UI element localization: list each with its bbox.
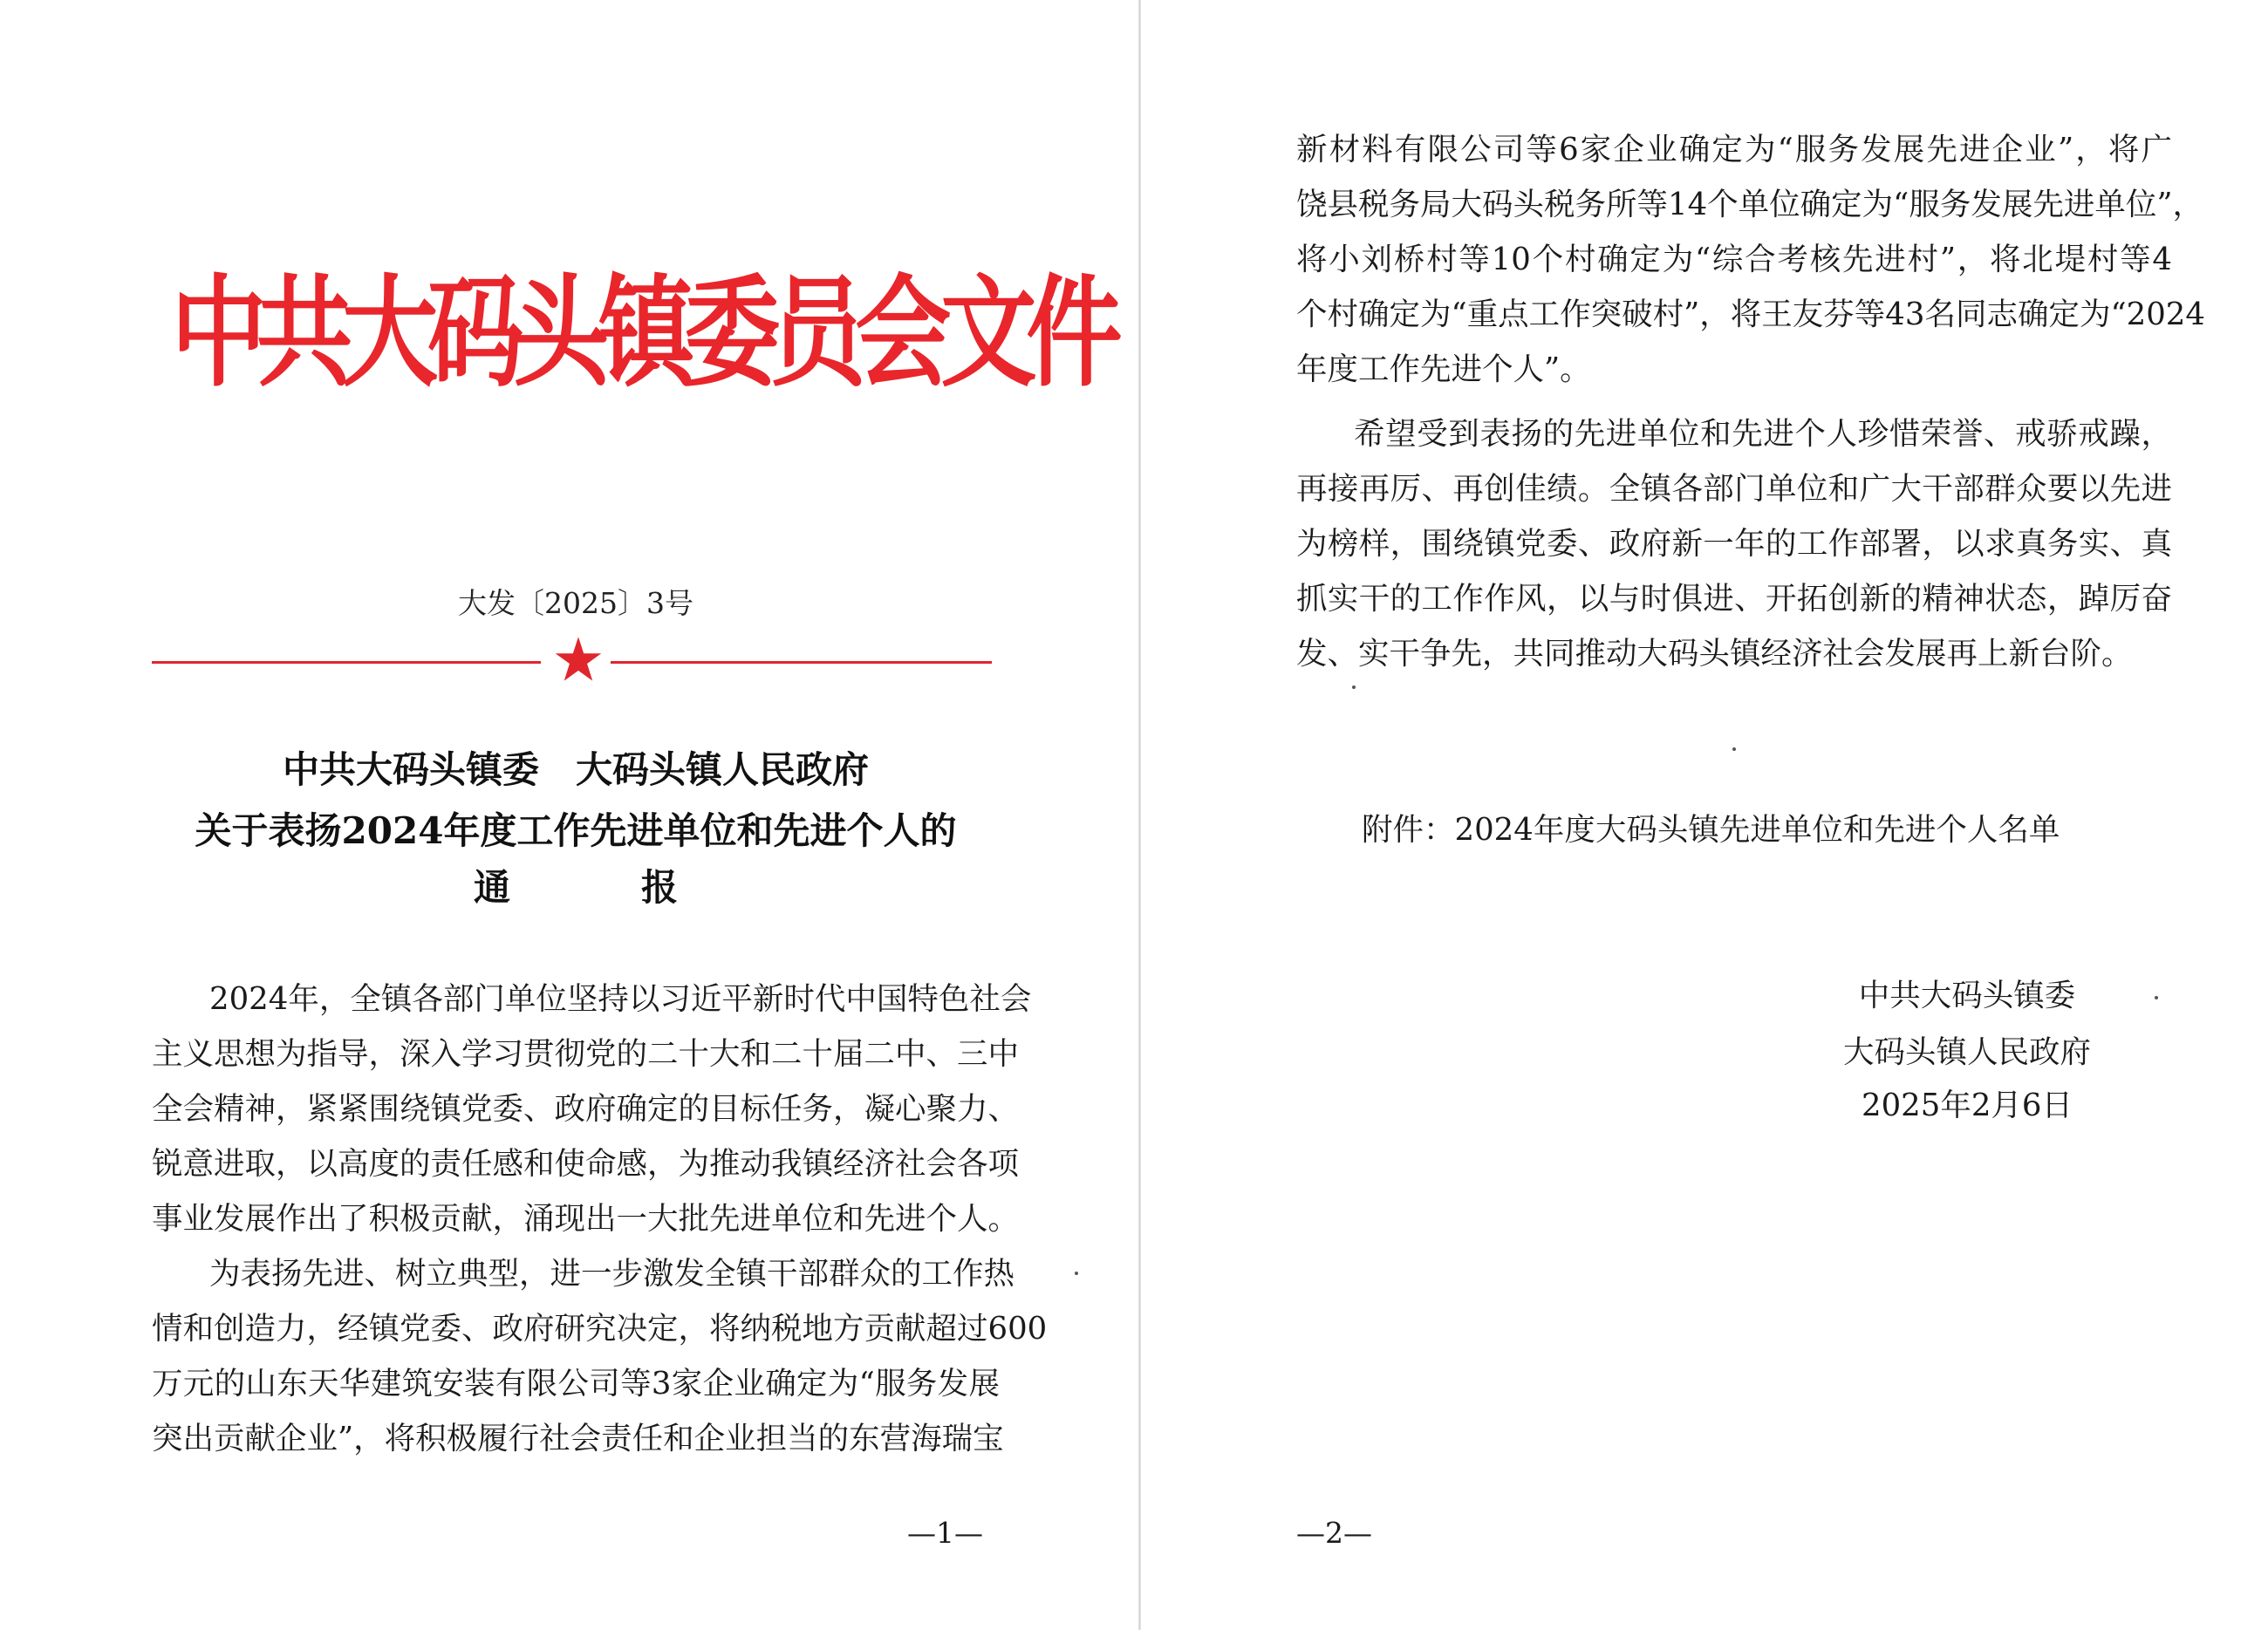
scan-speck <box>2155 996 2158 999</box>
red-rule-left <box>152 661 541 664</box>
body-line: 为榜样，围绕镇党委、政府新一年的工作部署，以求真务实、真 <box>1296 526 2172 562</box>
page-2 <box>1141 0 2268 1630</box>
notice-title-line-1: 中共大码头镇委 大码头镇人民政府 <box>282 748 869 791</box>
body-line: 将小刘桥村等10个村确定为“综合考核先进村”，将北堤村等4 <box>1296 242 2172 277</box>
body-line: 主义思想为指导，深入学习贯彻党的二十大和二十届二中、三中 <box>152 1036 1020 1072</box>
body-line: 事业发展作出了积极贡献，涌现出一大批先进单位和先进个人。 <box>152 1201 1020 1237</box>
signature-org-party: 中共大码头镇委 <box>1858 978 2076 1013</box>
body-line: 万元的山东天华建筑安装有限公司等3家企业确定为“服务发展 <box>152 1366 1000 1402</box>
body-line: 个村确定为“重点工作突破村”，将王友芬等43名同志确定为“2024 <box>1296 297 2205 332</box>
red-star-icon <box>554 635 603 684</box>
body-line: 希望受到表扬的先进单位和先进个人珍惜荣誉、戒骄戒躁， <box>1354 416 2172 452</box>
body-line: 抓实干的工作作风，以与时俱进、开拓创新的精神状态，踔厉奋 <box>1296 581 2172 617</box>
body-line: 情和创造力，经镇党委、政府研究决定，将纳税地方贡献超过600 <box>152 1311 1048 1347</box>
notice-title-line-2: 关于表扬2024年度工作先进单位和先进个人的 <box>195 809 957 852</box>
body-line: 饶县税务局大码头税务所等14个单位确定为“服务发展先进单位”， <box>1296 187 2203 222</box>
attachment-note: 附件：2024年度大码头镇先进单位和先进个人名单 <box>1362 812 2060 848</box>
body-line: 锐意进取，以高度的责任感和使命感，为推动我镇经济社会各项 <box>152 1146 1020 1182</box>
notice-title-word-1: 通 <box>473 866 510 909</box>
masthead-title: 中共大码头镇委员会文件 <box>171 263 1112 405</box>
scan-speck <box>1352 685 1356 689</box>
notice-title-line-3 <box>152 862 1000 914</box>
scan-speck <box>1732 747 1736 751</box>
red-rule-right <box>611 661 992 664</box>
document-number: 大发〔2025〕3号 <box>458 586 693 620</box>
body-line: 全会精神，紧紧围绕镇党委、政府确定的目标任务，凝心聚力、 <box>152 1091 1020 1127</box>
body-line: 发、实干争先，共同推动大码头镇经济社会发展再上新台阶。 <box>1296 636 2133 672</box>
page-number: —2— <box>1296 1516 1372 1550</box>
scan-speck <box>1075 1272 1078 1275</box>
page-number: —1— <box>907 1516 983 1550</box>
body-line: 再接再厉、再创佳绩。全镇各部门单位和广大干部群众要以先进 <box>1296 471 2172 507</box>
signature-org-government: 大码头镇人民政府 <box>1842 1034 2091 1070</box>
body-line: 2024年，全镇各部门单位坚持以习近平新时代中国特色社会 <box>209 981 1032 1017</box>
notice-title-word-2: 报 <box>641 866 679 909</box>
body-line: 新材料有限公司等6家企业确定为“服务发展先进企业”，将广 <box>1296 132 2172 167</box>
body-line: 为表扬先进、树立典型，进一步激发全镇干部群众的工作热 <box>209 1256 1015 1292</box>
body-line: 突出贡献企业”，将积极履行社会责任和企业担当的东营海瑞宝 <box>152 1421 1004 1456</box>
body-line: 年度工作先进个人”。 <box>1296 351 1591 387</box>
signature-date: 2025年2月6日 <box>1861 1088 2073 1123</box>
